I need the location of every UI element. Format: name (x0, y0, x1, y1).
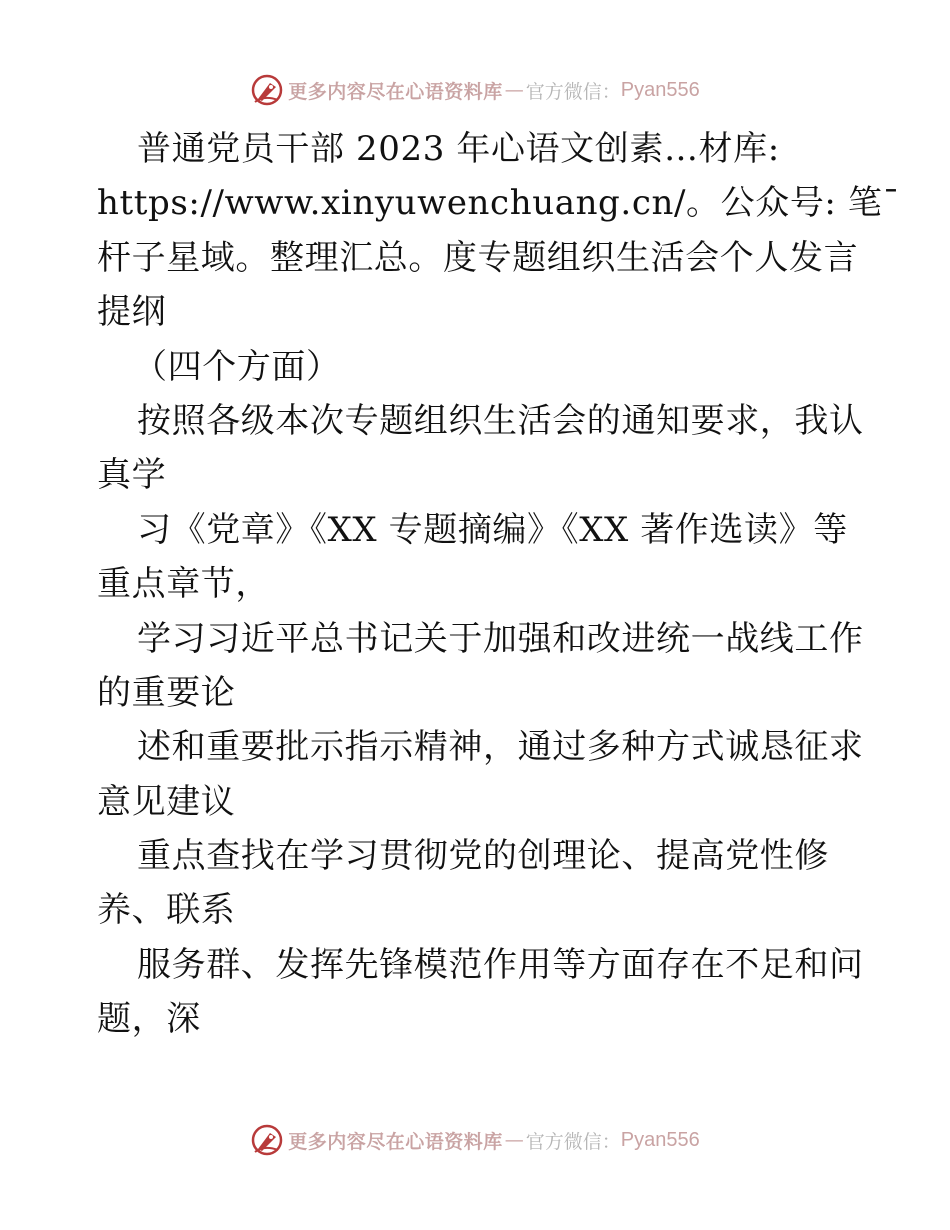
footer-watermark (0, 1120, 950, 1160)
body-line: https://www.xinyuwenchuang.cn/。公众号: 笔¯ (97, 183, 901, 224)
header-watermark (0, 70, 950, 110)
body-line: 杆子星域。整理汇总。度专题组织生活会个人发言 (97, 237, 859, 278)
body-line: 习《党章》《XX 专题摘编》《XX 著作选读》等 (137, 509, 848, 550)
pen-nib-logo-icon (250, 73, 284, 107)
body-line: 重点查找在学习贯彻党的创理论、提高党性修 (137, 836, 829, 877)
section-subtitle: （四个方面） (133, 346, 341, 387)
body-line: 述和重要批示指示精神，通过多种方式诚恳征求 (137, 727, 864, 768)
body-line: 按照各级本次专题组织生活会的通知要求，我认 (137, 400, 864, 441)
body-line: 普通党员干部 2023 年心语文创素…材库: (137, 129, 780, 169)
body-line: 重点章节， (97, 564, 270, 605)
watermark-main-text: 更多内容尽在心语资料库 (288, 1130, 503, 1153)
watermark-dash: — (504, 79, 524, 101)
body-line: 真学 (97, 455, 167, 496)
pen-nib-logo-icon (250, 1123, 284, 1157)
body-line: 题，深 (97, 999, 201, 1040)
body-line: 意见建议 (97, 781, 236, 822)
body-line: 养、联系 (97, 890, 236, 931)
document-body (97, 122, 901, 1047)
watermark-dash: — (504, 1129, 524, 1151)
body-line: 服务群、发挥先锋模范作用等方面存在不足和问 (137, 944, 864, 985)
body-line: 学习习近平总书记关于加强和改进统一战线工作 (137, 618, 864, 659)
watermark-official-label: 官方微信： (525, 1130, 621, 1153)
watermark-wechat-id: Pyan556 (620, 78, 700, 101)
watermark-main-text: 更多内容尽在心语资料库 (288, 80, 503, 103)
body-line: 提纲 (97, 292, 167, 333)
watermark-official-label: 官方微信： (525, 80, 621, 103)
watermark-wechat-id: Pyan556 (620, 1128, 700, 1151)
body-line: 的重要论 (97, 672, 236, 713)
